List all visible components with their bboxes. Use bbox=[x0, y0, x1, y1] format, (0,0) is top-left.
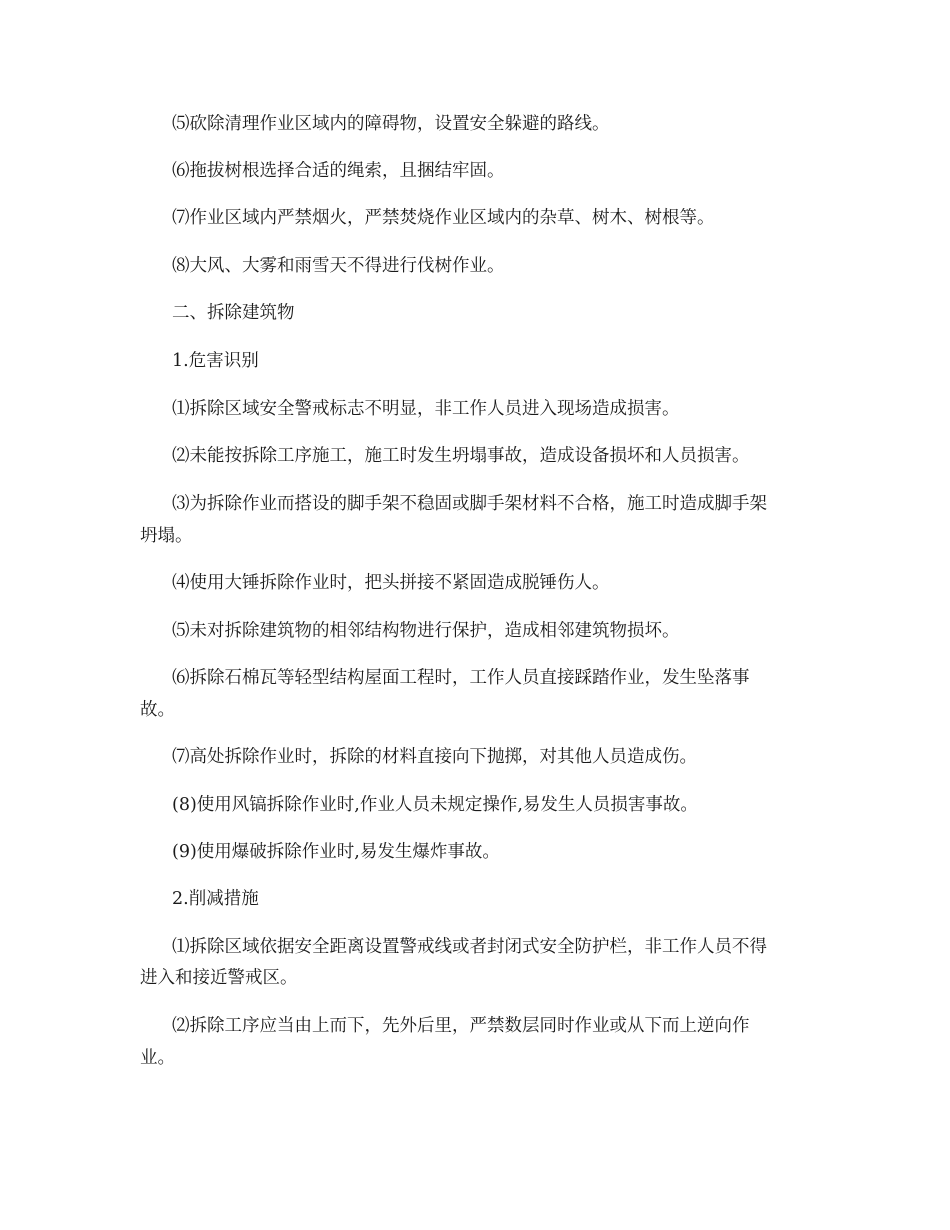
measure-item-1: ⑴拆除区域依据安全距离设置警戒线或者封闭式安全防护栏，非工作人员不得 bbox=[172, 937, 767, 957]
subheading-mitigation-measures: 2.削减措施 bbox=[172, 889, 259, 909]
hazard-item-8: (8)使用风镐拆除作业时,作业人员未规定操作,易发生人员损害事故。 bbox=[172, 795, 698, 815]
hazard-item-1: ⑴拆除区域安全警戒标志不明显，非工作人员进入现场造成损害。 bbox=[172, 399, 680, 419]
item-weather: ⑻大风、大雾和雨雪天不得进行伐树作业。 bbox=[172, 256, 505, 276]
hazard-item-2: ⑵未能按拆除工序施工，施工时发生坍塌事故，造成设备损坏和人员损害。 bbox=[172, 446, 750, 466]
hazard-item-5: ⑸未对拆除建筑物的相邻结构物进行保护，造成相邻建筑物损坏。 bbox=[172, 621, 680, 641]
hazard-item-3-continued: 坍塌。 bbox=[140, 526, 193, 546]
measure-item-2-continued: 业。 bbox=[140, 1048, 175, 1068]
hazard-item-4: ⑷使用大锤拆除作业时，把头拼接不紧固造成脱锤伤人。 bbox=[172, 573, 610, 593]
item-root-rope: ⑹拖拔树根选择合适的绳索，且捆结牢固。 bbox=[172, 161, 505, 181]
measure-item-1-continued: 进入和接近警戒区。 bbox=[140, 968, 298, 988]
section-heading-demolition: 二、拆除建筑物 bbox=[172, 303, 295, 323]
item-no-fire: ⑺作业区域内严禁烟火，严禁焚烧作业区域内的杂草、树木、树根等。 bbox=[172, 208, 715, 228]
hazard-item-7: ⑺高处拆除作业时，拆除的材料直接向下抛掷，对其他人员造成伤。 bbox=[172, 747, 697, 767]
hazard-item-6: ⑹拆除石棉瓦等轻型结构屋面工程时，工作人员直接踩踏作业，发生坠落事 bbox=[172, 668, 750, 688]
hazard-item-6-continued: 故。 bbox=[140, 700, 175, 720]
item-cut-obstacles: ⑸砍除清理作业区域内的障碍物，设置安全躲避的路线。 bbox=[172, 114, 610, 134]
hazard-item-9: (9)使用爆破拆除作业时,易发生爆炸事故。 bbox=[172, 842, 500, 862]
hazard-item-3: ⑶为拆除作业而搭设的脚手架不稳固或脚手架材料不合格，施工时造成脚手架 bbox=[172, 494, 767, 514]
subheading-hazard-identification: 1.危害识别 bbox=[172, 351, 259, 371]
measure-item-2: ⑵拆除工序应当由上而下，先外后里，严禁数层同时作业或从下而上逆向作 bbox=[172, 1016, 750, 1036]
